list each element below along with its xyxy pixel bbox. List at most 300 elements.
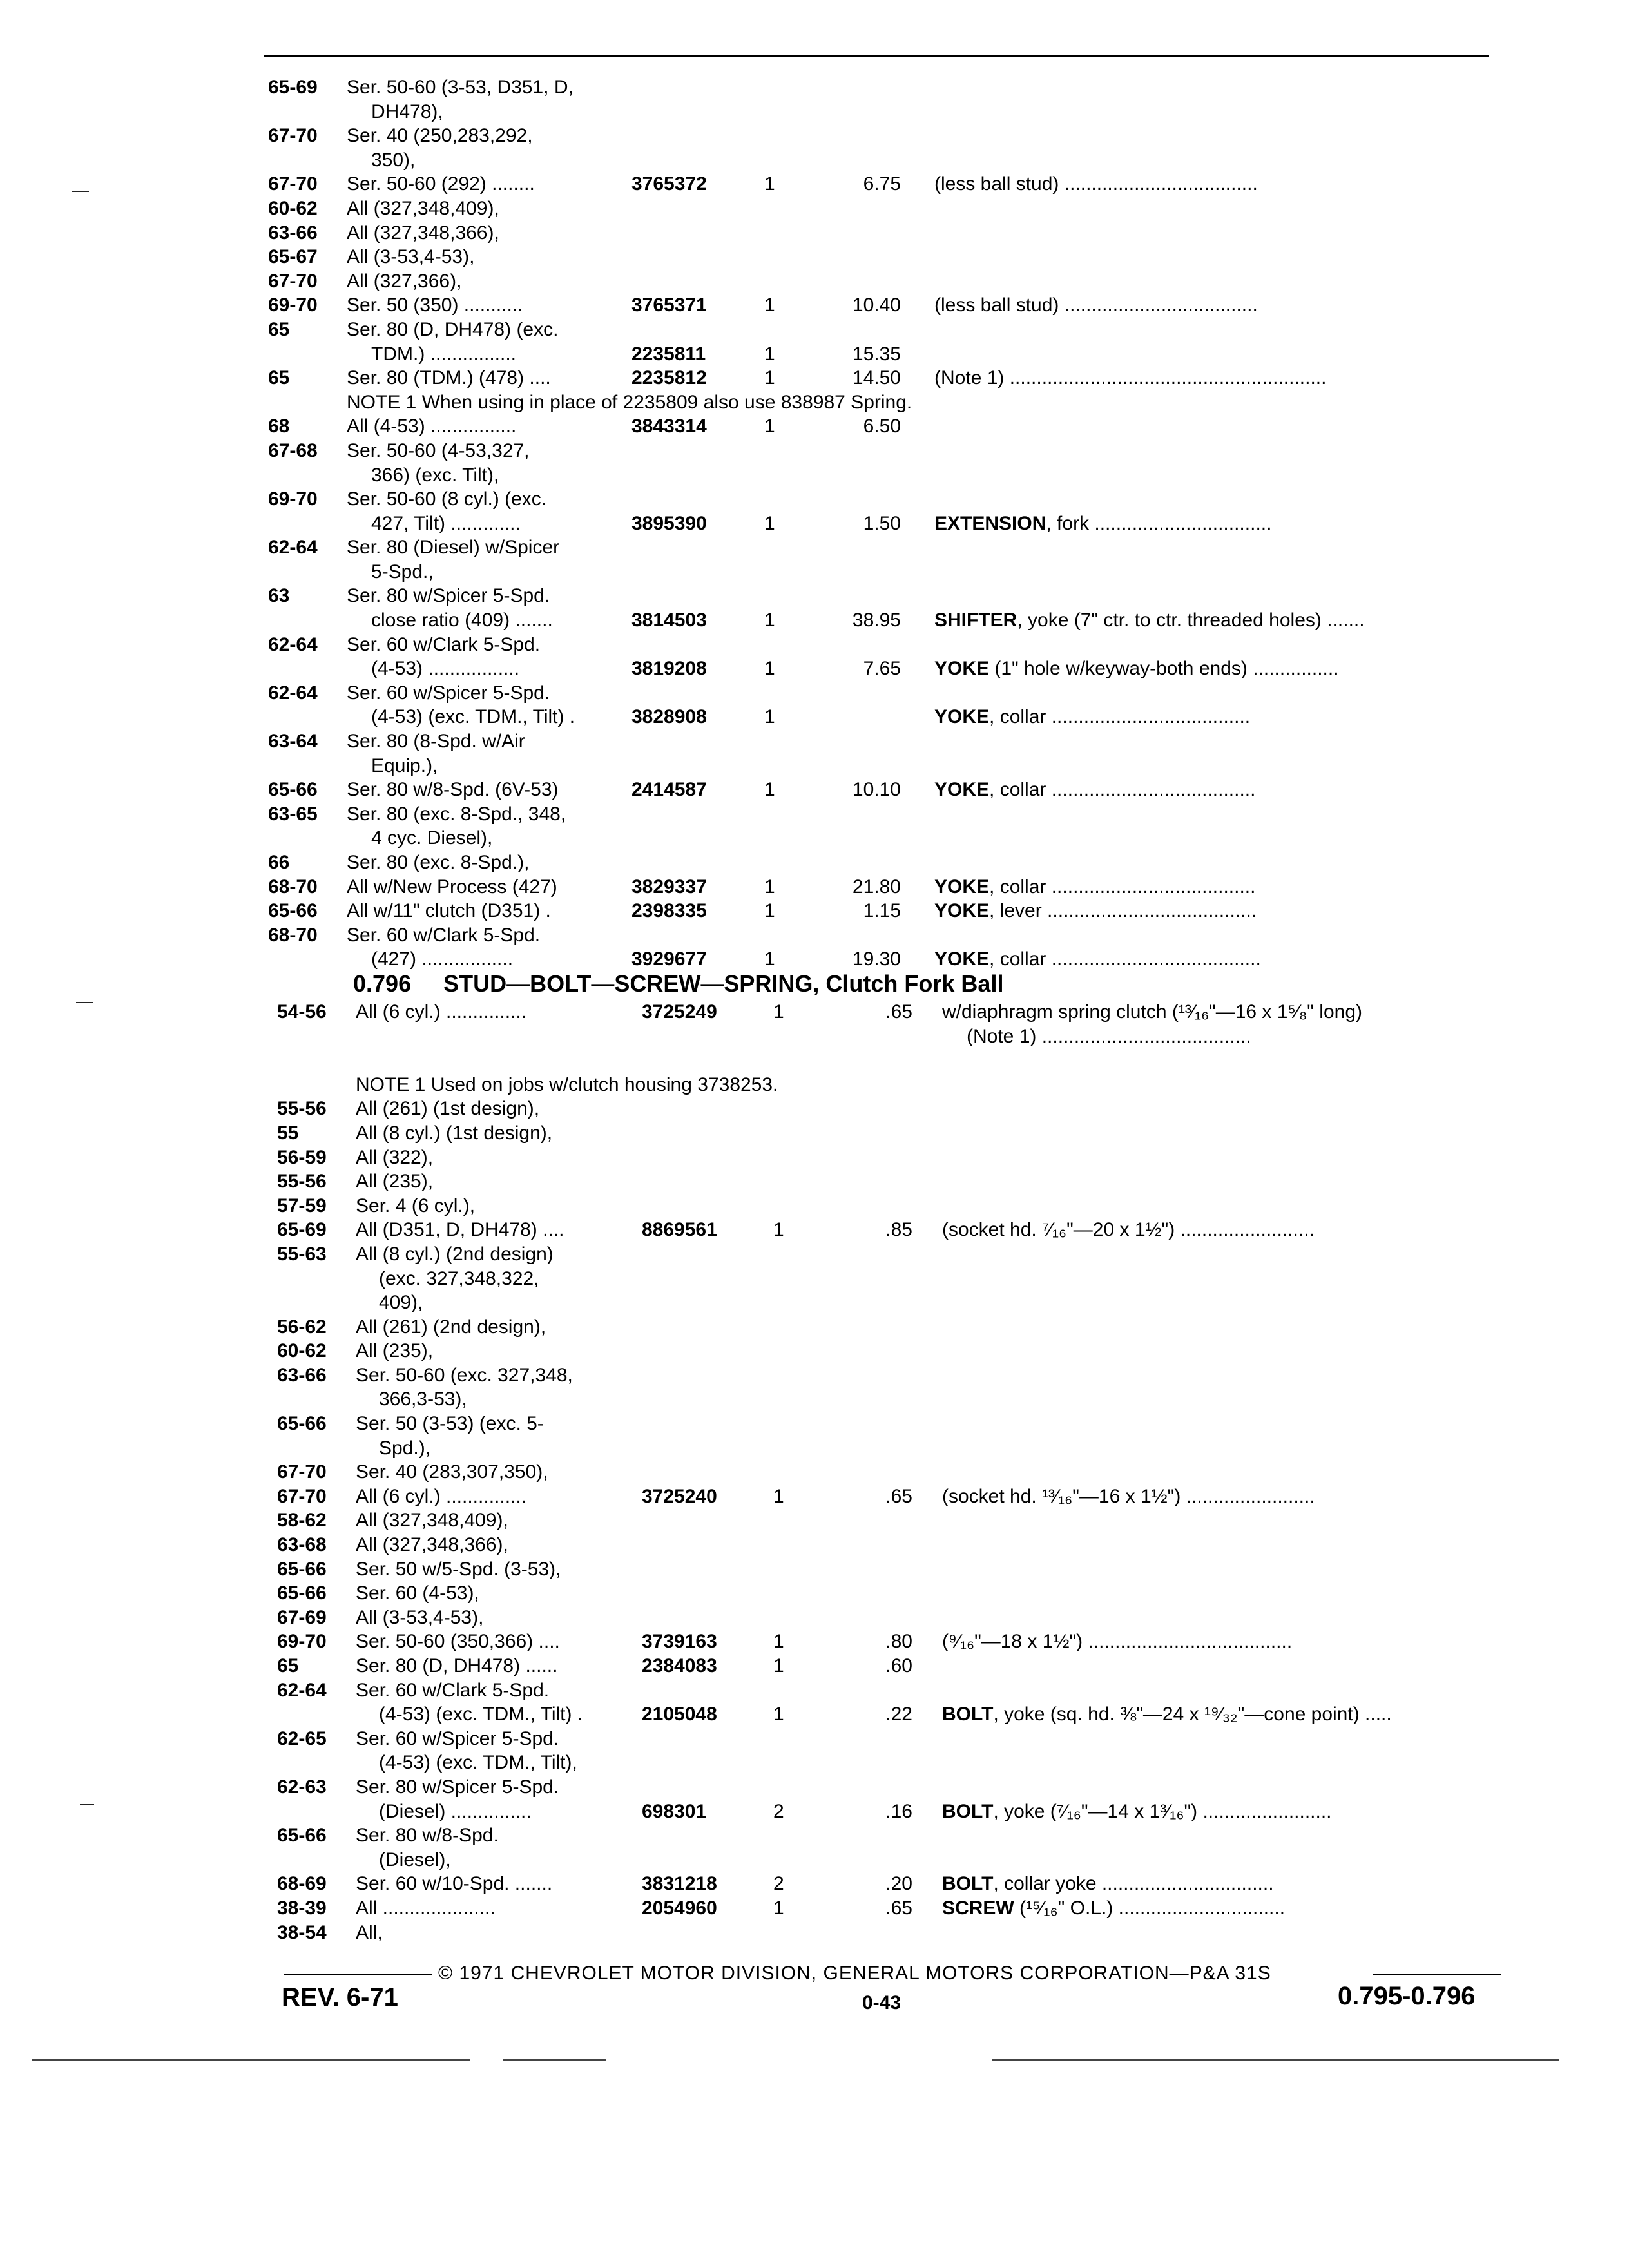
quantity: 1 [764,416,775,437]
table-row [0,1848,1629,1872]
table-row [0,124,1629,148]
price: 38.95 [852,610,901,631]
quantity: 1 [773,1897,784,1919]
application: All w/11" clutch (D351) . [347,900,551,922]
table-row [0,1291,1629,1315]
table-row [0,1485,1629,1509]
quantity: 1 [764,900,775,922]
application: (4-53) (exc. TDM., Tilt) . [379,1704,583,1725]
years: 62-63 [277,1776,327,1798]
table-row [0,512,1629,536]
application: 427, Tilt) ............. [371,512,521,534]
description: (socket hd. ⁷⁄₁₆"—20 x 1½") ......................... [942,1219,1315,1241]
years: 68-70 [268,924,318,946]
table-row [0,947,1629,972]
table-row [0,75,1629,100]
price: 10.10 [852,779,901,801]
price: .20 [885,1873,912,1895]
section-heading: 0.796 STUD—BOLT—SCREW—SPRING, Clutch Fork Ball [353,970,1004,997]
years: 65-69 [277,1219,327,1241]
years: 65-66 [277,1413,327,1435]
years: 67-70 [268,270,318,292]
application: Ser. 60 w/Clark 5-Spd. [347,633,541,655]
application: (Diesel), [379,1849,451,1870]
table-row [0,1339,1629,1363]
application: Ser. 80 (exc. 8-Spd.), [347,852,530,873]
description: (less ball stud) .................................... [934,294,1258,316]
years: 67-70 [277,1461,327,1483]
table-row [0,826,1629,850]
application: close ratio (409) ....... [371,610,553,631]
application: Ser. 50 w/5-Spd. (3-53), [356,1558,561,1580]
years: 65 [277,1655,299,1677]
footer-rule-right [1373,1974,1501,1975]
table-row [0,1606,1629,1630]
application: All (235), [356,1340,434,1362]
table-row [0,1727,1629,1751]
years: 63-66 [277,1364,327,1386]
part-number: 3828908 [631,706,707,728]
quantity: 1 [764,779,775,801]
table-row [0,293,1629,318]
description: SHIFTER, yoke (7" ctr. to ctr. threaded holes) ....... [934,610,1365,631]
application: NOTE 1 Used on jobs w/clutch housing 3738253. [356,1073,778,1095]
years: 65-66 [268,900,318,922]
years: 65-69 [268,77,318,98]
revision-label: REV. 6-71 [282,1983,398,2012]
application: All (3-53,4-53), [347,246,475,268]
description: (Note 1) ........................................................... [934,367,1327,389]
part-number: 3739163 [642,1631,717,1653]
price: 6.50 [863,416,901,437]
table-row [0,1775,1629,1800]
table-row [0,633,1629,657]
years: 65-66 [277,1558,327,1580]
price: 6.75 [863,173,901,195]
table-row [0,1048,1629,1073]
table-row [0,342,1629,367]
table-row [0,1508,1629,1533]
years: 67-70 [268,125,318,147]
years: 65-67 [268,246,318,268]
years: 55 [277,1122,299,1144]
application: Ser. 80 (8-Spd. w/Air [347,731,525,753]
quantity: 1 [764,948,775,970]
table-row [0,608,1629,633]
part-number: 3765371 [631,294,707,316]
years: 38-39 [277,1897,327,1919]
application: Ser. 50-60 (292) ........ [347,173,535,195]
bottom-rule [32,2059,470,2061]
description: EXTENSION, fork ................................. [934,512,1272,534]
years: 62-64 [277,1679,327,1701]
application: All (261) (2nd design), [356,1316,546,1338]
application: Ser. 50-60 (4-53,327, [347,439,530,461]
years: 69-70 [268,488,318,510]
application: Ser. 60 w/10-Spd. ....... [356,1873,553,1895]
application: Ser. 80 (TDM.) (478) .... [347,367,551,389]
application: All (3-53,4-53), [356,1606,484,1628]
quantity: 1 [773,1631,784,1653]
table-row [0,1654,1629,1678]
part-number: 8869561 [642,1219,717,1241]
table-row [0,1024,1629,1049]
application: All ..................... [356,1897,496,1919]
years: 62-65 [277,1727,327,1749]
table-row [0,850,1629,875]
table-row [0,802,1629,827]
years: 60-62 [277,1340,327,1362]
quantity: 1 [773,1485,784,1507]
application: All (D351, D, DH478) .... [356,1219,564,1241]
part-number: 3765372 [631,173,707,195]
table-row [0,1823,1629,1848]
table-row [0,1121,1629,1146]
price: .65 [885,1485,912,1507]
section-heading-row [0,972,1629,1000]
years: 67-69 [277,1606,327,1628]
application: All (235), [356,1171,434,1193]
price: 19.30 [852,948,901,970]
description: YOKE, collar ...................................... [934,779,1256,801]
price: 21.80 [852,876,901,898]
application: (427) ................. [371,948,514,970]
bottom-rule [503,2059,606,2061]
application: Ser. 50 (3-53) (exc. 5- [356,1413,544,1435]
description: BOLT, yoke (sq. hd. ⅜"—24 x ¹⁹⁄₃₂"—cone point) ..... [942,1704,1392,1725]
table-row [0,463,1629,488]
table-row [0,318,1629,342]
price: .22 [885,1704,912,1725]
quantity: 2 [773,1800,784,1822]
years: 38-54 [277,1921,327,1943]
application: Ser. 80 (exc. 8-Spd., 348, [347,803,566,825]
application: Ser. 60 w/Clark 5-Spd. [347,924,541,946]
years: 63-66 [268,222,318,244]
years: 65-66 [277,1582,327,1604]
table-row [0,535,1629,560]
description: YOKE, collar ....................................... [934,948,1261,970]
years: 69-70 [268,294,318,316]
years: 58-62 [277,1510,327,1532]
part-number: 3831218 [642,1873,717,1895]
description: SCREW (¹⁵⁄₁₆" O.L.) ............................... [942,1897,1286,1919]
years: 60-62 [268,197,318,219]
application: All (4-53) ................ [347,416,517,437]
table-row [0,1169,1629,1194]
years: 65-66 [268,779,318,801]
quantity: 1 [764,294,775,316]
years: 66 [268,852,290,873]
part-number: 3814503 [631,610,707,631]
application: All (322), [356,1146,434,1168]
application: 366) (exc. Tilt), [371,464,499,486]
application: Ser. 50-60 (3-53, D351, D, [347,77,574,98]
application: Ser. 80 w/Spicer 5-Spd. [347,585,550,607]
table-row [0,1872,1629,1896]
application: Ser. 50 (350) ........... [347,294,523,316]
quantity: 1 [773,1704,784,1725]
table-row [0,1097,1629,1121]
application: Ser. 50-60 (8 cyl.) (exc. [347,488,547,510]
years: 62-64 [268,682,318,704]
part-number: 3725240 [642,1485,717,1507]
table-row [0,1629,1629,1654]
table-row [0,657,1629,681]
years: 65 [268,318,290,340]
application: DH478), [371,101,443,122]
table-row [0,1678,1629,1703]
price: 1.15 [863,900,901,922]
years: 68-69 [277,1873,327,1895]
application: NOTE 1 When using in place of 2235809 also use 838987 Spring. [347,391,912,413]
quantity: 1 [773,1001,784,1023]
quantity: 1 [764,876,775,898]
price: .60 [885,1655,912,1677]
description: BOLT, collar yoke ................................ [942,1873,1274,1895]
table-row [0,729,1629,754]
table-row [0,1194,1629,1218]
table-row [0,1267,1629,1291]
table-row [0,148,1629,173]
application: Spd.), [379,1437,431,1459]
description: (Note 1) ....................................... [967,1025,1251,1047]
application: All, [356,1921,383,1943]
application: Ser. 50-60 (exc. 327,348, [356,1364,573,1386]
years: 65-66 [277,1825,327,1847]
part-number: 3843314 [631,416,707,437]
application: Ser. 80 (D, DH478) ...... [356,1655,558,1677]
table-row [0,221,1629,245]
table-row [0,1460,1629,1485]
description: YOKE (1" hole w/keyway-both ends) ................ [934,658,1339,680]
price: .85 [885,1219,912,1241]
application: 409), [379,1292,423,1314]
years: 56-59 [277,1146,327,1168]
application: Equip.), [371,754,438,776]
application: Ser. 60 w/Spicer 5-Spd. [356,1727,559,1749]
part-number: 2105048 [642,1704,717,1725]
table-row [0,487,1629,512]
part-number: 2398335 [631,900,707,922]
description: (socket hd. ¹³⁄₁₆"—16 x 1½") ........................ [942,1485,1315,1507]
table-row [0,366,1629,390]
table-row [0,778,1629,802]
years: 69-70 [277,1631,327,1653]
part-number: 2384083 [642,1655,717,1677]
table-row [0,1557,1629,1582]
quantity: 1 [764,610,775,631]
price: .65 [885,1001,912,1023]
application: 366,3-53), [379,1389,467,1410]
table-row [0,1218,1629,1242]
application: (4-53) (exc. TDM., Tilt), [379,1752,577,1774]
table-row [0,269,1629,294]
price: .16 [885,1800,912,1822]
table-row [0,1387,1629,1412]
years: 68-70 [268,876,318,898]
quantity: 1 [773,1655,784,1677]
application: (exc. 327,348,322, [379,1267,539,1289]
description: YOKE, collar ...................................... [934,876,1256,898]
years: 63-64 [268,731,318,753]
table-row [0,1581,1629,1606]
part-number: 698301 [642,1800,707,1822]
table-row [0,197,1629,221]
application: (4-53) (exc. TDM., Tilt) . [371,706,575,728]
application: 5-Spd., [371,561,434,582]
application: All (6 cyl.) ............... [356,1485,527,1507]
application: Ser. 50-60 (350,366) .... [356,1631,560,1653]
part-number: 2235812 [631,367,707,389]
years: 68 [268,416,290,437]
quantity: 2 [773,1873,784,1895]
application: (Diesel) ............... [379,1800,532,1822]
table-row [0,390,1629,415]
quantity: 1 [764,343,775,365]
table-row [0,1533,1629,1557]
price: 7.65 [863,658,901,680]
application: Ser. 60 (4-53), [356,1582,479,1604]
table-row [0,1751,1629,1775]
part-number: 3829337 [631,876,707,898]
top-rule [264,55,1489,57]
application: Ser. 60 w/Clark 5-Spd. [356,1679,550,1701]
table-row [0,245,1629,269]
price: 1.50 [863,512,901,534]
table-row [0,1412,1629,1436]
part-number: 2235811 [631,343,706,365]
price: 15.35 [852,343,901,365]
table-row [0,875,1629,899]
table-row [0,439,1629,463]
table-row [0,705,1629,729]
application: Ser. 40 (250,283,292, [347,125,533,147]
application: All (327,348,409), [356,1510,508,1532]
application: (4-53) ................. [371,658,520,680]
part-number: 3819208 [631,658,707,680]
application: Ser. 80 w/8-Spd. (6V-53) [347,779,559,801]
application: Ser. 80 (D, DH478) (exc. [347,318,559,340]
table-row [0,1896,1629,1921]
description: (⁹⁄₁₆"—18 x 1½") ...................................... [942,1631,1293,1653]
application: Ser. 80 w/Spicer 5-Spd. [356,1776,559,1798]
part-number: 3725249 [642,1001,717,1023]
footer-rule-left [284,1974,432,1975]
quantity: 1 [764,173,775,195]
application: All (8 cyl.) (1st design), [356,1122,553,1144]
years: 63-68 [277,1534,327,1556]
quantity: 1 [764,512,775,534]
years: 63-65 [268,803,318,825]
application: Ser. 80 w/8-Spd. [356,1825,499,1847]
quantity: 1 [764,367,775,389]
table-row [0,1436,1629,1461]
part-number: 3895390 [631,512,707,534]
application: All (327,348,409), [347,197,499,219]
table-row [0,923,1629,948]
application: TDM.) ................ [371,343,516,365]
application: All (8 cyl.) (2nd design) [356,1243,554,1265]
application: All (327,348,366), [356,1534,508,1556]
application: Ser. 60 w/Spicer 5-Spd. [347,682,550,704]
application: 350), [371,149,416,171]
description: YOKE, collar ..................................... [934,706,1251,728]
quantity: 1 [764,658,775,680]
copyright-line: © 1971 CHEVROLET MOTOR DIVISION, GENERAL MOTORS CORPORATION—P&A 31S [438,1963,1271,1984]
table-row [0,1073,1629,1097]
table-row [0,1146,1629,1170]
part-number: 2414587 [631,779,707,801]
years: 62-64 [268,537,318,559]
price: .65 [885,1897,912,1919]
years: 67-70 [277,1485,327,1507]
years: 55-63 [277,1243,327,1265]
quantity: 1 [773,1219,784,1241]
table-row [0,1000,1629,1024]
table-row [0,584,1629,608]
description: (less ball stud) .................................... [934,173,1258,195]
years: 55-56 [277,1171,327,1193]
application: All (327,348,366), [347,222,499,244]
years: 63 [268,585,290,607]
years: 67-68 [268,439,318,461]
table-row [0,172,1629,197]
table-row [0,1921,1629,1945]
page-number: 0-43 [862,1992,901,2013]
application: All w/New Process (427) [347,876,557,898]
table-row [0,1800,1629,1824]
years: 65 [268,367,290,389]
bottom-rule [992,2059,1559,2061]
quantity: 1 [764,706,775,728]
years: 67-70 [268,173,318,195]
table-row [0,1315,1629,1340]
price: 10.40 [852,294,901,316]
years: 55-56 [277,1098,327,1120]
parts-list [0,75,1629,1945]
part-number: 3929677 [631,948,707,970]
table-row [0,414,1629,439]
table-row [0,754,1629,778]
years: 54-56 [277,1001,327,1023]
years: 56-62 [277,1316,327,1338]
description: w/diaphragm spring clutch (¹³⁄₁₆"—16 x 1⁵⁄₈" long) [942,1001,1362,1023]
years: 62-64 [268,633,318,655]
application: All (327,366), [347,270,462,292]
description: YOKE, lever ....................................... [934,900,1257,922]
table-row [0,100,1629,124]
part-number: 2054960 [642,1897,717,1919]
table-row [0,1242,1629,1267]
table-row [0,1702,1629,1727]
application: Ser. 80 (Diesel) w/Spicer [347,537,560,559]
description: BOLT, yoke (⁷⁄₁₆"—14 x 1³⁄₁₆") ........................ [942,1800,1332,1822]
table-row [0,560,1629,584]
table-row [0,899,1629,923]
application: Ser. 40 (283,307,350), [356,1461,548,1483]
application: 4 cyc. Diesel), [371,827,493,849]
table-row [0,1363,1629,1388]
group-range: 0.795-0.796 [1338,1982,1476,2010]
price: .80 [885,1631,912,1653]
years: 57-59 [277,1195,327,1216]
application: All (6 cyl.) ............... [356,1001,527,1023]
table-row [0,681,1629,706]
application: All (261) (1st design), [356,1098,540,1120]
application: Ser. 4 (6 cyl.), [356,1195,476,1216]
price: 14.50 [852,367,901,389]
